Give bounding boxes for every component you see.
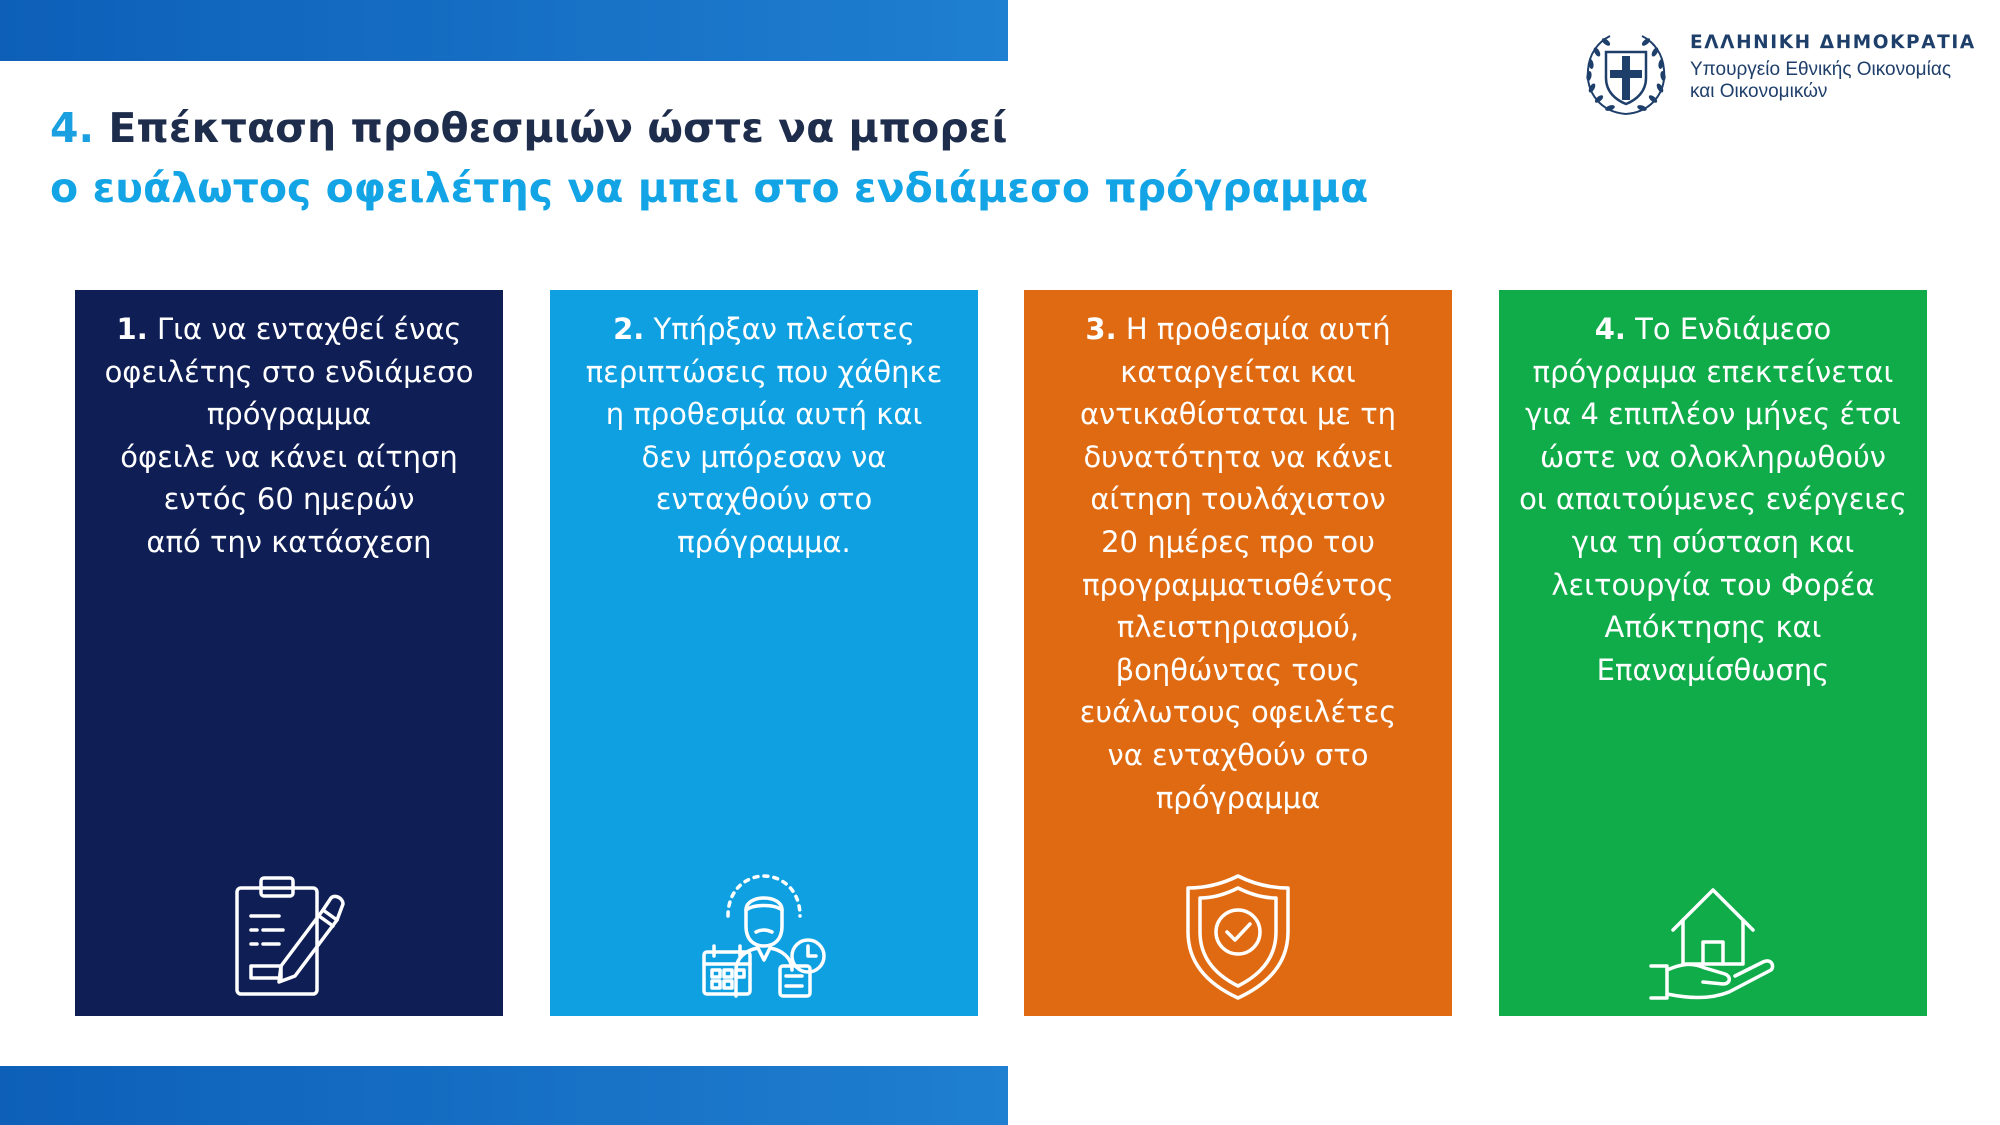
card-1-line: από την κατάσχεση (146, 524, 432, 559)
card-3-number: 3. (1085, 312, 1117, 346)
ministry-line-2: και Οικονομικών (1690, 81, 1828, 102)
shield-check-icon (1172, 870, 1304, 1002)
info-card-1 (75, 290, 503, 1016)
person-calendar-clock-icon (698, 870, 830, 1002)
info-card-4 (1499, 290, 1927, 1016)
card-4-line: ώστε να ολοκληρωθούν (1540, 439, 1886, 474)
clipboard-pen-icon (223, 870, 355, 1002)
card-2-line: ενταχθούν στο (655, 482, 873, 517)
card-4-line: Απόκτησης και (1604, 610, 1822, 645)
card-2-text (570, 308, 958, 564)
card-3-line: 20 ημέρες προ του (1101, 524, 1375, 559)
card-2-line: η προθεσμία αυτή και (605, 397, 923, 432)
card-4-line: λειτουργία του Φορέα (1551, 567, 1875, 602)
card-3-line: πλειστηριασμού, (1116, 610, 1360, 645)
card-4-number: 4. (1594, 312, 1626, 346)
house-hand-icon (1647, 870, 1779, 1002)
hellenic-republic-emblem-logo (1580, 28, 1672, 120)
republic-name: ΕΛΛΗΝΙΚΗ ΔΗΜΟΚΡΑΤΙΑ (1690, 32, 1976, 53)
card-3-line: να ενταχθούν στο (1107, 737, 1369, 772)
title-line-2: ο ευάλωτος οφειλέτης να μπει στο ενδιάμεσο πρόγραμμα (50, 164, 1369, 212)
card-1-line: οφειλέτης στο ενδιάμεσο (104, 354, 474, 389)
bottom-accent-bar (0, 1066, 1008, 1125)
info-card-2 (550, 290, 978, 1016)
top-accent-bar (0, 0, 1008, 61)
card-3-line: προγραμματισθέντος (1082, 567, 1394, 602)
ministry-name (1690, 59, 1990, 103)
card-3-line: αίτηση τουλάχιστον (1090, 482, 1386, 517)
card-2-line: 2. Υπήρξαν πλείστες (613, 312, 915, 346)
organization-block (1690, 32, 1990, 103)
card-1-line: όφειλε να κάνει αίτηση (120, 439, 458, 474)
card-4-line: 4. Το Ενδιάμεσο (1594, 312, 1832, 346)
card-2-line: περιπτώσεις που χάθηκε (585, 354, 943, 389)
title-number: 4. (50, 104, 95, 152)
title-line-1: Επέκταση προθεσμιών ώστε να μπορεί (108, 104, 1008, 152)
card-4-line: για τη σύσταση και (1571, 524, 1855, 559)
card-1-number: 1. (116, 312, 148, 346)
info-card-3 (1024, 290, 1452, 1016)
card-2-line: πρόγραμμα. (677, 524, 851, 559)
card-3-line: πρόγραμμα (1155, 780, 1321, 815)
card-4-line: για 4 επιπλέον μήνες έτσι (1525, 397, 1901, 432)
card-4-line: οι απαιτούμενες ενέργειες (1519, 482, 1907, 517)
ministry-line-1: Υπουργείο Εθνικής Οικονομίας (1690, 59, 1951, 80)
card-4-line: πρόγραμμα επεκτείνεται (1532, 354, 1894, 389)
card-1-line: εντός 60 ημερών (163, 482, 415, 517)
card-1-line: 1. Για να ενταχθεί ένας (116, 312, 462, 346)
card-4-text (1519, 308, 1907, 691)
card-2-line: δεν μπόρεσαν να (641, 439, 887, 474)
card-3-line: δυνατότητα να κάνει (1083, 439, 1393, 474)
card-3-line: βοηθώντας τους (1115, 652, 1361, 687)
card-3-line: αντικαθίσταται με τη (1079, 397, 1397, 432)
page-title (50, 98, 1368, 218)
card-4-line: Επαναμίσθωσης (1596, 652, 1830, 687)
card-3-text (1044, 308, 1432, 819)
card-1-text (95, 308, 483, 564)
card-1-line: πρόγραμμα (206, 397, 372, 432)
card-3-line: καταργείται και (1120, 354, 1356, 389)
card-3-line: ευάλωτους οφειλέτες (1079, 695, 1397, 730)
card-3-line: 3. Η προθεσμία αυτή (1085, 312, 1391, 346)
card-2-number: 2. (613, 312, 645, 346)
